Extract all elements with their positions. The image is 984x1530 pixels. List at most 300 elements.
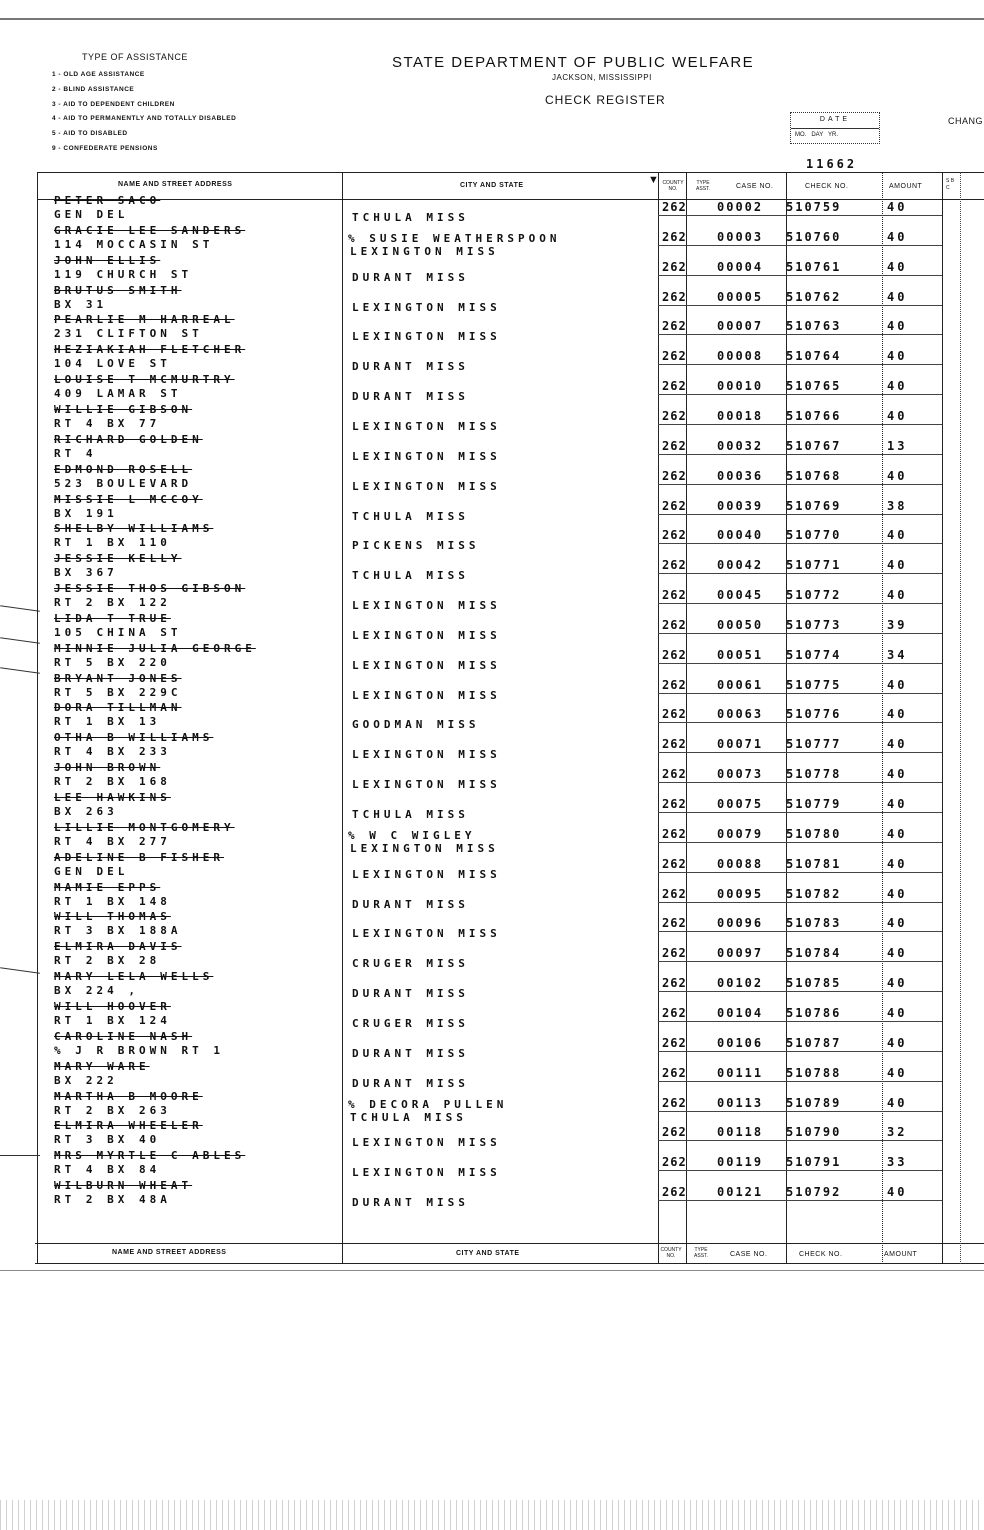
- row-amount: 40: [887, 259, 908, 274]
- row-county: 262: [662, 1065, 687, 1080]
- row-city: TCHULA MISS: [352, 509, 469, 523]
- row-amount: 40: [887, 677, 908, 692]
- row-separator: [658, 1081, 942, 1082]
- row-separator: [658, 872, 942, 873]
- row-check: 510785: [786, 976, 842, 991]
- row-amount: 40: [887, 1185, 908, 1200]
- table-top-border: [37, 172, 984, 173]
- row-case: 00003: [717, 229, 764, 244]
- row-case: 00096: [717, 916, 764, 931]
- row-amount: 40: [887, 797, 908, 811]
- row-name: MAMIE EPPS: [54, 880, 161, 894]
- row-check: 510778: [786, 767, 842, 782]
- row-check: 510776: [786, 707, 842, 722]
- row-county: 262: [662, 886, 687, 901]
- row-case: 00042: [717, 558, 764, 573]
- row-amount: 40: [887, 1095, 908, 1110]
- row-county: 262: [662, 200, 687, 214]
- scan-noise: [0, 1500, 984, 1530]
- row-name: OTHA B WILLIAMS: [54, 731, 214, 745]
- row-case: 00036: [717, 468, 764, 483]
- scan-edge-bottom: [0, 1270, 984, 1271]
- date-value: 11662: [806, 157, 858, 171]
- row-name: GRACIE LEE SANDERS: [54, 223, 246, 237]
- margin-mark: [0, 667, 40, 674]
- row-separator: [658, 722, 942, 723]
- row-separator: [658, 1021, 942, 1022]
- row-city: DURANT MISS: [352, 1046, 469, 1060]
- row-city: DURANT MISS: [352, 390, 469, 404]
- row-name: RICHARD GOLDEN: [54, 432, 203, 446]
- row-case: 00095: [717, 886, 764, 901]
- margin-mark: [0, 1155, 40, 1156]
- row-county: 262: [662, 826, 687, 841]
- row-name: MARY WARE: [54, 1059, 150, 1073]
- row-case: 00007: [717, 319, 764, 334]
- margin-mark: [0, 605, 40, 612]
- row-city: TCHULA MISS: [352, 211, 469, 224]
- row-separator: [658, 961, 942, 962]
- row-county: 262: [662, 647, 687, 662]
- row-amount: 40: [887, 737, 908, 752]
- row-case: 00061: [717, 677, 764, 692]
- row-case: 00063: [717, 707, 764, 722]
- row-amount: 40: [887, 976, 908, 991]
- row-case: 00097: [717, 946, 764, 961]
- row-county: 262: [662, 767, 687, 782]
- row-city: LEXINGTON MISS: [352, 1166, 501, 1180]
- row-separator: [658, 1111, 942, 1112]
- row-separator: [658, 364, 942, 365]
- row-amount: 39: [887, 617, 908, 632]
- agency-location: JACKSON, MISSISSIPPI: [552, 73, 652, 82]
- row-amount: 40: [887, 229, 908, 244]
- row-separator: [658, 991, 942, 992]
- row-address: BX 222: [54, 1073, 118, 1087]
- row-check: 510764: [786, 349, 842, 364]
- row-amount: 40: [887, 408, 908, 423]
- row-name: JESSIE THOS GIBSON: [54, 582, 246, 596]
- col-left-border: [37, 172, 38, 1264]
- row-county: 262: [662, 498, 687, 513]
- row-address: BX 191: [54, 506, 118, 520]
- row-county: 262: [662, 588, 687, 603]
- row-case: 00039: [717, 498, 764, 513]
- col-header-name: NAME AND STREET ADDRESS: [118, 181, 233, 188]
- footer-top-border: [35, 1243, 984, 1244]
- row-address: RT 4: [54, 446, 97, 460]
- col-header-type: TYPE ASST.: [696, 180, 710, 192]
- row-separator: [658, 663, 942, 664]
- row-county: 262: [662, 528, 687, 543]
- row-check: 510762: [786, 289, 842, 304]
- row-name: JESSIE KELLY: [54, 552, 182, 566]
- row-name: LIDA T TRUE: [54, 611, 171, 625]
- row-county: 262: [662, 558, 687, 573]
- row-amount: 40: [887, 1065, 908, 1080]
- row-separator: [658, 842, 942, 843]
- row-separator: [658, 514, 942, 515]
- row-city: DURANT MISS: [352, 897, 469, 911]
- row-amount: 40: [887, 528, 908, 543]
- row-case: 00004: [717, 259, 764, 274]
- footer-header-county: COUNTY NO.: [660, 1247, 682, 1259]
- row-address: RT 1 BX 110: [54, 536, 171, 550]
- row-case: 00111: [717, 1065, 764, 1080]
- row-city: TCHULA MISS: [352, 808, 469, 821]
- row-address: BX 367: [54, 566, 118, 580]
- row-check: 510789: [786, 1095, 842, 1110]
- row-amount: 40: [887, 349, 908, 364]
- row-amount: 40: [887, 1005, 908, 1020]
- row-address: GEN DEL: [54, 864, 129, 878]
- row-address: RT 4 BX 233: [54, 745, 171, 759]
- row-county: 262: [662, 797, 687, 811]
- row-amount: 13: [887, 438, 908, 453]
- row-check: 510784: [786, 946, 842, 961]
- row-city: LEXINGTON MISS: [352, 748, 501, 762]
- assistance-legend-item: 1 - OLD AGE ASSISTANCE: [52, 71, 145, 78]
- row-address: 104 LOVE ST: [54, 357, 171, 371]
- row-check: 510782: [786, 886, 842, 901]
- row-name: JOHN ELLIS: [54, 253, 161, 267]
- row-city: LEXINGTON MISS: [352, 688, 501, 702]
- date-label: DATE: [819, 116, 851, 123]
- row-check: 510768: [786, 468, 842, 483]
- row-check: 510783: [786, 916, 842, 931]
- row-separator: [658, 1140, 942, 1141]
- row-separator: [658, 782, 942, 783]
- row-city: LEXINGTON MISS: [352, 927, 501, 941]
- row-address: RT 2 BX 48A: [54, 1193, 171, 1207]
- row-address: BX 263: [54, 805, 118, 818]
- row-check: 510766: [786, 408, 842, 423]
- row-county: 262: [662, 229, 687, 244]
- row-check: 510759: [786, 200, 842, 214]
- col-divider-city: [342, 172, 343, 1264]
- row-city: DURANT MISS: [352, 1196, 469, 1210]
- row-case: 00121: [717, 1185, 764, 1200]
- row-case: 00071: [717, 737, 764, 752]
- row-case: 00008: [717, 349, 764, 364]
- row-city: LEXINGTON MISS: [350, 244, 499, 258]
- row-check: 510780: [786, 826, 842, 841]
- row-address: 114 MOCCASIN ST: [54, 237, 214, 251]
- row-check: 510790: [786, 1125, 842, 1140]
- col-divider-sbc: [942, 172, 943, 1264]
- row-name: ELMIRA DAVIS: [54, 940, 182, 954]
- col-divider-sbc2: [960, 172, 962, 1264]
- row-amount: 40: [887, 289, 908, 304]
- assistance-legend: [52, 68, 236, 157]
- row-county: 262: [662, 289, 687, 304]
- row-separator: [658, 902, 942, 903]
- row-name: MISSIE L MCCOY: [54, 492, 203, 506]
- row-city: PICKENS MISS: [352, 539, 480, 553]
- row-case: 00045: [717, 588, 764, 603]
- row-address: % J R BROWN RT 1: [54, 1043, 224, 1057]
- date-subs: MO. DAY YR.: [795, 132, 839, 138]
- footer-header-name: NAME AND STREET ADDRESS: [112, 1249, 227, 1256]
- row-amount: 40: [887, 886, 908, 901]
- table-bottom-border: [35, 1263, 984, 1264]
- row-county: 262: [662, 617, 687, 632]
- row-county: 262: [662, 1095, 687, 1110]
- register-title: CHECK REGISTER: [545, 93, 666, 107]
- row-separator: [658, 931, 942, 932]
- row-county: 262: [662, 349, 687, 364]
- row-address: 523 BOULEVARD: [54, 476, 193, 490]
- row-care-of: % W C WIGLEY: [348, 828, 476, 842]
- row-separator: [658, 543, 942, 544]
- row-address: 231 CLIFTON ST: [54, 327, 203, 341]
- row-name: EDMOND ROSELL: [54, 462, 193, 476]
- row-case: 00073: [717, 767, 764, 782]
- row-county: 262: [662, 1185, 687, 1200]
- row-case: 00104: [717, 1005, 764, 1020]
- row-separator: [658, 812, 942, 813]
- row-name: LILLIE MONTGOMERY: [54, 820, 235, 834]
- row-address: 105 CHINA ST: [54, 625, 182, 639]
- row-city: CRUGER MISS: [352, 1016, 469, 1030]
- row-county: 262: [662, 677, 687, 692]
- row-separator: [658, 1051, 942, 1052]
- row-county: 262: [662, 1005, 687, 1020]
- scan-edge-top: [0, 18, 984, 20]
- row-name: PEARLIE M HARREAL: [54, 313, 235, 327]
- assistance-legend-item: 4 - AID TO PERMANENTLY AND TOTALLY DISABLED: [52, 115, 237, 123]
- row-separator: [658, 1170, 942, 1171]
- row-city: LEXINGTON MISS: [352, 419, 501, 433]
- footer-header-amount: AMOUNT: [884, 1251, 918, 1258]
- row-amount: 34: [887, 647, 908, 662]
- row-county: 262: [662, 379, 687, 394]
- row-name: ADELINE B FISHER: [54, 850, 224, 864]
- row-address: GEN DEL: [54, 208, 129, 221]
- row-case: 00002: [717, 200, 764, 214]
- row-amount: 38: [887, 498, 908, 513]
- row-separator: [658, 603, 942, 604]
- row-county: 262: [662, 737, 687, 752]
- col-divider-county: [658, 172, 659, 1264]
- row-county: 262: [662, 438, 687, 453]
- row-address: RT 5 BX 229C: [54, 685, 182, 699]
- margin-mark: [0, 637, 40, 644]
- row-care-of: % SUSIE WEATHERSPOON: [348, 231, 561, 245]
- row-check: 510765: [786, 379, 842, 394]
- row-check: 510772: [786, 588, 842, 603]
- row-city: DURANT MISS: [352, 360, 469, 374]
- row-address: RT 1 BX 124: [54, 1013, 171, 1027]
- col-header-check: CHECK NO.: [805, 183, 849, 190]
- assistance-legend-item: 9 - CONFEDERATE PENSIONS: [52, 144, 158, 152]
- row-case: 00018: [717, 408, 764, 423]
- row-check: 510792: [786, 1185, 842, 1200]
- row-city: LEXINGTON MISS: [352, 867, 501, 881]
- row-case: 00040: [717, 528, 764, 543]
- row-case: 00051: [717, 647, 764, 662]
- row-amount: 40: [887, 558, 908, 573]
- assistance-legend-title: TYPE OF ASSISTANCE: [82, 52, 188, 62]
- row-check: 510770: [786, 528, 842, 543]
- row-city: LEXINGTON MISS: [352, 599, 501, 613]
- assistance-legend-item: 3 - AID TO DEPENDENT CHILDREN: [52, 100, 175, 108]
- row-county: 262: [662, 916, 687, 931]
- row-city: LEXINGTON MISS: [352, 778, 501, 792]
- row-amount: 40: [887, 916, 908, 931]
- row-case: 00102: [717, 976, 764, 991]
- assistance-legend-item: 2 - BLIND ASSISTANCE: [52, 85, 135, 93]
- row-amount: 32: [887, 1125, 908, 1140]
- footer-header-city: CITY AND STATE: [456, 1250, 520, 1257]
- row-separator: [658, 334, 942, 335]
- row-amount: 40: [887, 319, 908, 334]
- row-address: RT 3 BX 40: [54, 1133, 161, 1147]
- row-address: RT 2 BX 168: [54, 775, 171, 789]
- row-amount: 40: [887, 946, 908, 961]
- row-separator: [658, 424, 942, 425]
- row-city: TCHULA MISS: [350, 1110, 467, 1124]
- row-amount: 40: [887, 826, 908, 841]
- row-address: RT 2 BX 122: [54, 596, 171, 610]
- row-city: LEXINGTON MISS: [352, 658, 501, 672]
- row-city: DURANT MISS: [352, 1076, 469, 1090]
- row-check: 510788: [786, 1065, 842, 1080]
- row-amount: 40: [887, 588, 908, 603]
- col-header-city: CITY AND STATE: [460, 182, 524, 189]
- row-amount: 40: [887, 856, 908, 871]
- row-name: CAROLINE NASH: [54, 1029, 193, 1043]
- row-city: LEXINGTON MISS: [352, 1136, 501, 1150]
- row-name: WILBURN WHEAT: [54, 1179, 193, 1193]
- row-check: 510786: [786, 1005, 842, 1020]
- row-case: 00118: [717, 1125, 764, 1140]
- row-check: 510771: [786, 558, 842, 573]
- row-county: 262: [662, 946, 687, 961]
- date-box: [790, 112, 880, 144]
- row-separator: [658, 394, 942, 395]
- row-check: 510767: [786, 438, 842, 453]
- row-city: TCHULA MISS: [352, 569, 469, 583]
- row-address: RT 5 BX 220: [54, 655, 171, 669]
- row-county: 262: [662, 976, 687, 991]
- row-name: MARY LELA WELLS: [54, 970, 214, 984]
- row-amount: 40: [887, 707, 908, 722]
- footer-header-case: CASE NO.: [730, 1251, 768, 1258]
- row-city: DURANT MISS: [352, 270, 469, 284]
- row-case: 00010: [717, 379, 764, 394]
- row-address: RT 2 BX 263: [54, 1103, 171, 1117]
- row-case: 00088: [717, 856, 764, 871]
- row-county: 262: [662, 707, 687, 722]
- row-name: BRYANT JONES: [54, 671, 182, 685]
- row-name: HEZIAKIAH FLETCHER: [54, 343, 246, 357]
- row-address: BX 224 ,: [54, 984, 139, 998]
- row-separator: [658, 245, 942, 246]
- col-header-county: COUNTY NO.: [662, 180, 684, 192]
- row-case: 00113: [717, 1095, 764, 1110]
- row-separator: [658, 633, 942, 634]
- row-check: 510774: [786, 647, 842, 662]
- row-check: 510760: [786, 229, 842, 244]
- row-city: GOODMAN MISS: [352, 718, 480, 732]
- row-city: LEXINGTON MISS: [352, 479, 501, 493]
- row-separator: [658, 275, 942, 276]
- row-address: RT 4 BX 84: [54, 1163, 161, 1177]
- row-amount: 40: [887, 767, 908, 782]
- row-separator: [658, 573, 942, 574]
- row-check: 510763: [786, 319, 842, 334]
- change-label: CHANG: [948, 116, 984, 126]
- row-name: DORA TILLMAN: [54, 701, 182, 715]
- row-separator: [658, 215, 942, 216]
- header-bottom-border: [37, 199, 984, 200]
- row-address: RT 1 BX 148: [54, 894, 171, 908]
- row-city: LEXINGTON MISS: [352, 300, 501, 314]
- row-county: 262: [662, 1125, 687, 1140]
- row-amount: 40: [887, 379, 908, 394]
- row-check: 510781: [786, 856, 842, 871]
- row-check: 510779: [786, 797, 842, 811]
- row-county: 262: [662, 468, 687, 483]
- agency-title: STATE DEPARTMENT OF PUBLIC WELFARE: [392, 54, 755, 71]
- row-check: 510775: [786, 677, 842, 692]
- row-separator: [658, 484, 942, 485]
- row-amount: 33: [887, 1155, 908, 1170]
- row-address: 409 LAMAR ST: [54, 387, 182, 401]
- col-divider-amount: [882, 172, 884, 1264]
- row-case: 00119: [717, 1155, 764, 1170]
- row-city: LEXINGTON MISS: [352, 449, 501, 463]
- row-case: 00005: [717, 289, 764, 304]
- row-check: 510761: [786, 259, 842, 274]
- row-separator: [658, 305, 942, 306]
- row-name: BRUTUS SMITH: [54, 283, 182, 297]
- row-county: 262: [662, 259, 687, 274]
- row-address: RT 4 BX 277: [54, 834, 171, 848]
- row-care-of: % DECORA PULLEN: [348, 1097, 508, 1111]
- row-separator: [658, 454, 942, 455]
- row-county: 262: [662, 1035, 687, 1050]
- row-amount: 40: [887, 468, 908, 483]
- row-name: WILL HOOVER: [54, 999, 171, 1013]
- row-case: 00050: [717, 617, 764, 632]
- row-name: MARTHA B MOORE: [54, 1089, 203, 1103]
- row-name: ELMIRA WHEELER: [54, 1119, 203, 1133]
- row-name: JOHN BROWN: [54, 761, 161, 775]
- row-case: 00075: [717, 797, 764, 811]
- row-amount: 40: [887, 200, 908, 214]
- row-county: 262: [662, 1155, 687, 1170]
- row-city: CRUGER MISS: [352, 957, 469, 971]
- row-name: MRS MYRTLE C ABLES: [54, 1149, 246, 1163]
- row-address: RT 4 BX 77: [54, 416, 161, 430]
- footer-header-check: CHECK NO.: [799, 1251, 843, 1258]
- row-name: PETER SACO: [54, 194, 161, 207]
- col-header-amount: AMOUNT: [889, 183, 923, 190]
- sort-marker-icon: ▼: [648, 174, 659, 186]
- row-address: RT 3 BX 188A: [54, 924, 182, 938]
- row-check: 510791: [786, 1155, 842, 1170]
- row-address: RT 1 BX 13: [54, 715, 161, 729]
- row-city: LEXINGTON MISS: [350, 841, 499, 855]
- row-separator: [658, 693, 942, 694]
- row-name: WILLIE GIBSON: [54, 402, 193, 416]
- row-amount: 40: [887, 1035, 908, 1050]
- row-address: BX 31: [54, 297, 108, 311]
- row-check: 510773: [786, 617, 842, 632]
- row-name: LOUISE T MCMURTRY: [54, 373, 235, 387]
